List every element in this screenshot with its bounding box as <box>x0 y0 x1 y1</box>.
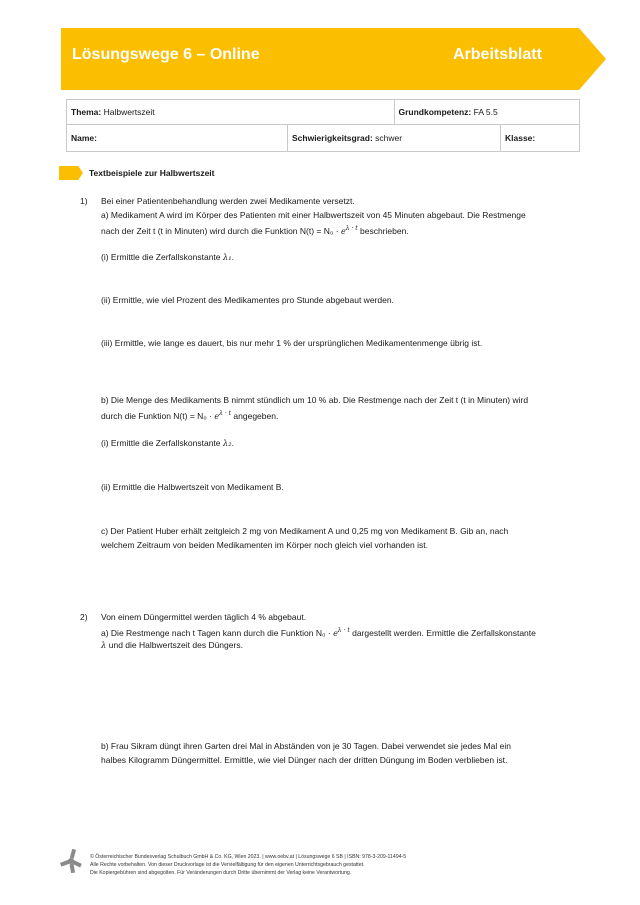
lambda1-symbol: λ₁ <box>222 253 232 263</box>
footer-fees: Die Kopiergebühren sind abgegolten. Für Veränderungen durch Dritte übernimmt der Verlag keine Verantwortung. <box>90 870 352 876</box>
task1-a-line1: a) Medikament A wird im Körper des Patienten mit einer Halbwertszeit von 45 Minuten abgebaut. Die Restmenge <box>101 210 526 220</box>
klasse-cell[interactable] <box>501 125 580 152</box>
task1-b-text-end: angegeben. <box>231 411 279 421</box>
task2-number: 2) <box>80 612 88 622</box>
formula-base-b: e <box>214 412 220 421</box>
formula-base: e <box>340 227 346 236</box>
task1-b-text: durch die Funktion N(t) = N₀ · <box>101 411 215 421</box>
task1-b-i-text: (i) Ermittle die Zerfallskonstante <box>101 438 223 448</box>
formula-base-c: e <box>333 629 338 638</box>
formula-exponent-b: λ · t <box>219 410 232 417</box>
schwierigkeit-cell <box>288 125 501 152</box>
publisher-logo-icon <box>60 849 82 873</box>
thema-label: Thema: <box>71 107 102 117</box>
task1-b-i: (i) Ermittle die Zerfallskonstante λ₂. <box>101 438 235 449</box>
sheet-type: Arbeitsblatt <box>453 46 542 63</box>
task2-b-line1: b) Frau Sikram düngt ihren Garten drei Mal in Abständen von je 30 Tagen. Dabei verwendet sie jedes Mal ein <box>101 741 511 751</box>
book-title: Lösungswege 6 – Online <box>72 46 260 63</box>
task1-a-ii: (ii) Ermittle, wie viel Prozent des Medikamentes pro Stunde abgebaut werden. <box>101 295 394 305</box>
klasse-label: Klasse: <box>505 133 536 143</box>
kompetenz-value: FA 5.5 <box>473 107 498 117</box>
task1-a-line2 <box>101 222 409 239</box>
footer-copyright: © Österreichischer Bundesverlag Schulbuch GmbH & Co. KG, Wien 2023. | www.oebv.at | Lösungswege 6 SB | ISBN: 978-3-209-11494-5 <box>90 854 407 860</box>
info-table <box>66 99 580 152</box>
task2-b-line2: halbes Kilogramm Düngermittel. Ermittle, wie viel Dünger nach der dritten Düngung im Boden verblieben ist. <box>101 755 508 765</box>
task1-a-i: (i) Ermittle die Zerfallskonstante λ₁. <box>101 252 235 263</box>
task1-a-text-end: beschrieben. <box>357 226 409 236</box>
task2-a-text-end: dargestellt werden. Ermittle die Zerfallskonstante <box>349 628 536 638</box>
task1-c-line1: c) Der Patient Huber erhält zeitgleich 2 mg von Medikament A und 0,25 mg von Medikament B. Gib an, nach <box>101 526 509 536</box>
header-banner-arrow <box>579 28 606 90</box>
lambda-symbol: λ <box>101 641 107 651</box>
schwierigkeit-value: schwer <box>375 133 403 143</box>
task2-a-line2 <box>101 638 243 653</box>
formula-exponent: λ · t <box>345 225 358 232</box>
task1-b-line2 <box>101 407 278 424</box>
task2-a-text: a) Die Restmenge nach t Tagen kann durch die Funktion N₀ · <box>101 628 334 638</box>
task2-intro: Von einem Düngermittel werden täglich 4 % abgebaut. <box>101 612 307 622</box>
schwierigkeit-label: Schwierigkeitsgrad: <box>292 133 373 143</box>
task1-a-text: nach der Zeit t (t in Minuten) wird durch die Funktion N(t) = N₀ · <box>101 226 341 236</box>
name-cell[interactable] <box>67 125 288 152</box>
kompetenz-label: Grundkompetenz: <box>398 107 472 117</box>
task2-a-line2-text: und die Halbwertszeit des Düngers. <box>106 640 243 650</box>
formula-exponent-c: λ · t <box>337 627 350 634</box>
section-title: Textbeispiele zur Halbwertszeit <box>89 168 215 178</box>
thema-value: Halbwertszeit <box>103 107 155 117</box>
thema-cell <box>67 100 395 125</box>
kompetenz-cell <box>394 100 580 125</box>
task1-a-i-text: (i) Ermittle die Zerfallskonstante <box>101 252 223 262</box>
task1-a-iii: (iii) Ermittle, wie lange es dauert, bis nur mehr 1 % der ursprünglichen Medikamentenmenge übrig ist. <box>101 338 483 348</box>
task1-intro: Bei einer Patientenbehandlung werden zwei Medikamente versetzt. <box>101 196 355 206</box>
section-arrow-icon <box>59 166 83 180</box>
name-label: Name: <box>71 133 97 143</box>
task1-b-ii: (ii) Ermittle die Halbwertszeit von Medikament B. <box>101 482 284 492</box>
task1-c-line2: welchem Zeitraum von beiden Medikamenten im Körper noch gleich viel vorhanden ist. <box>101 540 428 550</box>
task1-number: 1) <box>80 196 88 206</box>
task1-b-line1: b) Die Menge des Medikaments B nimmt stündlich um 10 % ab. Die Restmenge nach der Zeit t (t in Minuten) wird <box>101 395 529 405</box>
lambda2-symbol: λ₂ <box>222 439 232 449</box>
footer-rights: Alle Rechte vorbehalten. Von dieser Druckvorlage ist die Vervielfältigung für den eigenen Unterrichtsgebrauch gestattet. <box>90 862 365 868</box>
